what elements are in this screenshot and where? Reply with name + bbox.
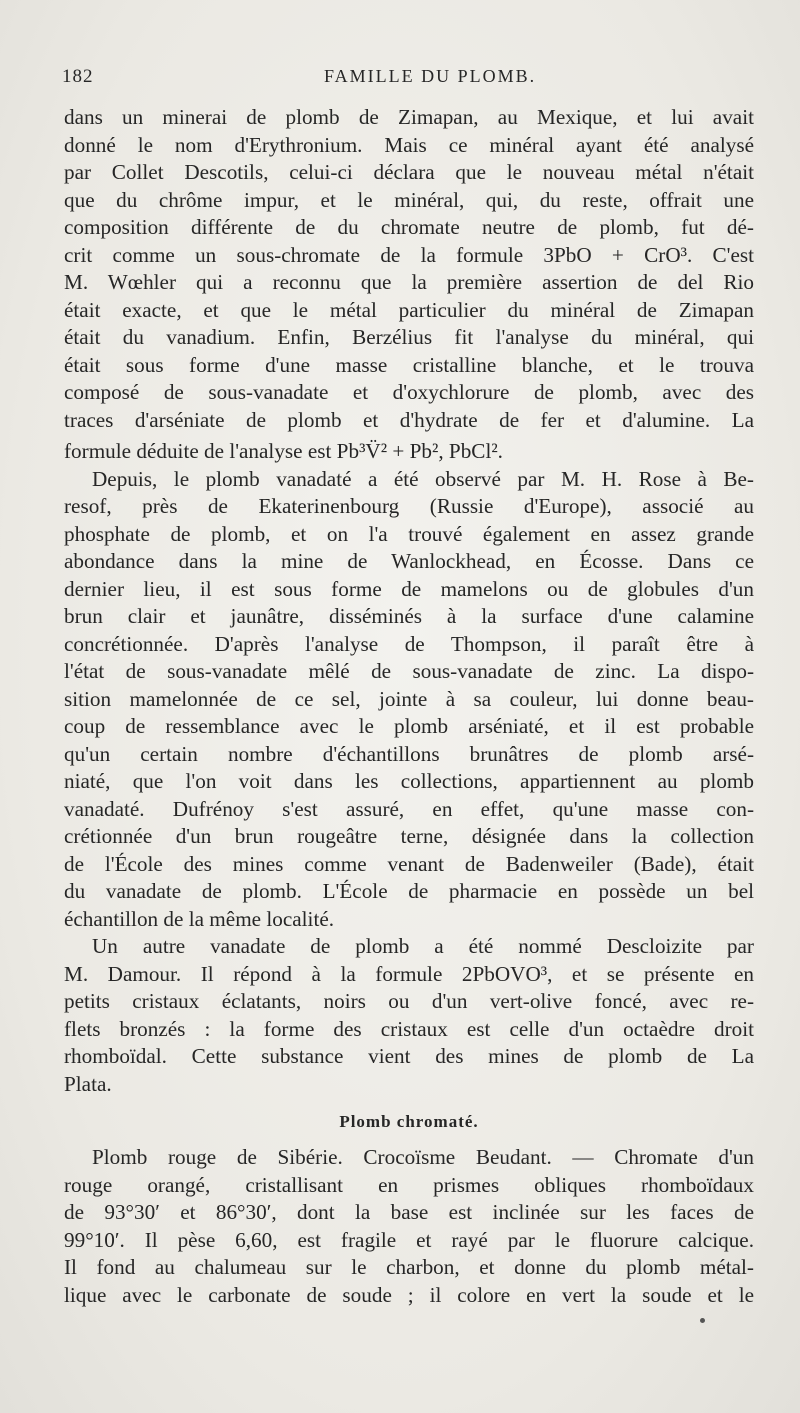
page-body [64, 104, 754, 1309]
text-line: Plomb rouge de Sibérie. Crocoïsme Beudant. — Chromate d'un [92, 1145, 754, 1169]
page-number: 182 [62, 66, 94, 87]
text-line: rouge orangé, cristallisant en prismes obliques rhomboïdaux [64, 1172, 754, 1197]
paragraph-erythronium [64, 104, 754, 466]
text-line: flets bronzés : la forme des cristaux est celle d'un octaèdre droit [64, 1016, 754, 1041]
text-line: du vanadate de plomb. L'École de pharmacie en possède un bel [64, 879, 754, 903]
text-line: par Collet Descotils, celui-ci déclara que le nouveau métal n'était [64, 160, 754, 184]
text-line: était du vanadium. Enfin, Berzélius fit l'analyse du minéral, qui [64, 325, 754, 349]
text-line: coup de ressemblance avec le plomb arséniaté, et il est probable [64, 714, 754, 738]
ink-speck [700, 1318, 705, 1323]
text-line: brun clair et jaunâtre, disséminés à la surface d'une calamine [64, 604, 754, 628]
text-line: dernier lieu, il est sous forme de mamelons ou de globules d'un [64, 576, 754, 601]
text-line: M. Wœhler qui a reconnu que la première assertion de del Rio [64, 270, 754, 294]
text-line: qu'un certain nombre d'échantillons brunâtres de plomb arsé- [64, 741, 754, 766]
text-line: sition mamelonnée de ce sel, jointe à sa couleur, lui donne beau- [64, 686, 754, 711]
text-line: était exacte, et que le métal particulier du minéral de Zimapan [64, 297, 754, 322]
paragraph-plomb-chromate [64, 1144, 754, 1309]
text-line: resof, près de Ekaterinenbourg (Russie d'Europe), associé au [64, 494, 754, 518]
text-line: composition différente de du chromate neutre de plomb, fut dé- [64, 215, 754, 239]
text-line: concrétionnée. D'après l'analyse de Thompson, il paraît être à [64, 631, 754, 656]
text-line: Il fond au chalumeau sur le charbon, et donne du plomb métal- [64, 1255, 754, 1279]
text-line: composé de sous-vanadate et d'oxychlorure de plomb, avec des [64, 380, 754, 404]
text-line: de l'École des mines comme venant de Badenweiler (Bade), était [64, 851, 754, 876]
text-line: Un autre vanadate de plomb a été nommé Descloizite par [92, 934, 754, 958]
text-line: l'état de sous-vanadate mêlé de sous-vanadate de zinc. La dispo- [64, 659, 754, 683]
text-line: était sous forme d'une masse cristalline blanche, et le trouva [64, 352, 754, 377]
text-line: crétionnée d'un brun rougeâtre terne, désignée dans la collection [64, 824, 754, 848]
text-line: rhomboïdal. Cette substance vient des mines de plomb de La [64, 1044, 754, 1068]
section-title: Plomb chromaté. [339, 1112, 479, 1131]
running-head: FAMILLE DU PLOMB. [324, 66, 537, 86]
text-line: donné le nom d'Erythronium. Mais ce minéral ayant été analysé [64, 132, 754, 157]
formula-line: formule déduite de l'analyse est Pb³V̈² + Pb², PbCl². [64, 439, 503, 463]
text-line: abondance dans la mine de Wanlockhead, en Écosse. Dans ce [64, 549, 754, 573]
text-line: crit comme un sous-chromate de la formule 3PbO + CrO³. C'est [64, 242, 754, 267]
text-line: traces d'arséniate de plomb et d'hydrate de fer et d'alumine. La [64, 407, 754, 432]
text-line: phosphate de plomb, et on l'a trouvé également en assez grande [64, 521, 754, 546]
text-line: M. Damour. Il répond à la formule 2PbOVO³, et se présente en [64, 961, 754, 986]
text-line: Plata. [64, 1071, 112, 1096]
text-line: vanadaté. Dufrénoy s'est assuré, en effet, qu'une masse con- [64, 796, 754, 821]
text-line: dans un minerai de plomb de Zimapan, au Mexique, et lui avait [64, 105, 754, 129]
text-line: lique avec le carbonate de soude ; il colore en vert la soude et le [64, 1282, 754, 1307]
paragraph-descloizite [64, 933, 754, 1098]
text-line: petits cristaux éclatants, noirs ou d'un vert-olive foncé, avec re- [64, 989, 754, 1013]
text-line: de 93°30′ et 86°30′, dont la base est inclinée sur les faces de [64, 1200, 754, 1224]
text-line: que du chrôme impur, et le minéral, qui, du reste, offrait une [64, 187, 754, 212]
text-line: échantillon de la même localité. [64, 906, 335, 931]
page-header [62, 66, 738, 96]
text-line: Depuis, le plomb vanadaté a été observé par M. H. Rose à Be- [92, 466, 754, 491]
text-line: 99°10′. Il pèse 6,60, est fragile et rayé par le fluorure calcique. [64, 1227, 754, 1252]
paragraph-plomb-vanadate [64, 466, 754, 934]
text-line: niaté, que l'on voit dans les collections, appartiennent au plomb [64, 769, 754, 793]
